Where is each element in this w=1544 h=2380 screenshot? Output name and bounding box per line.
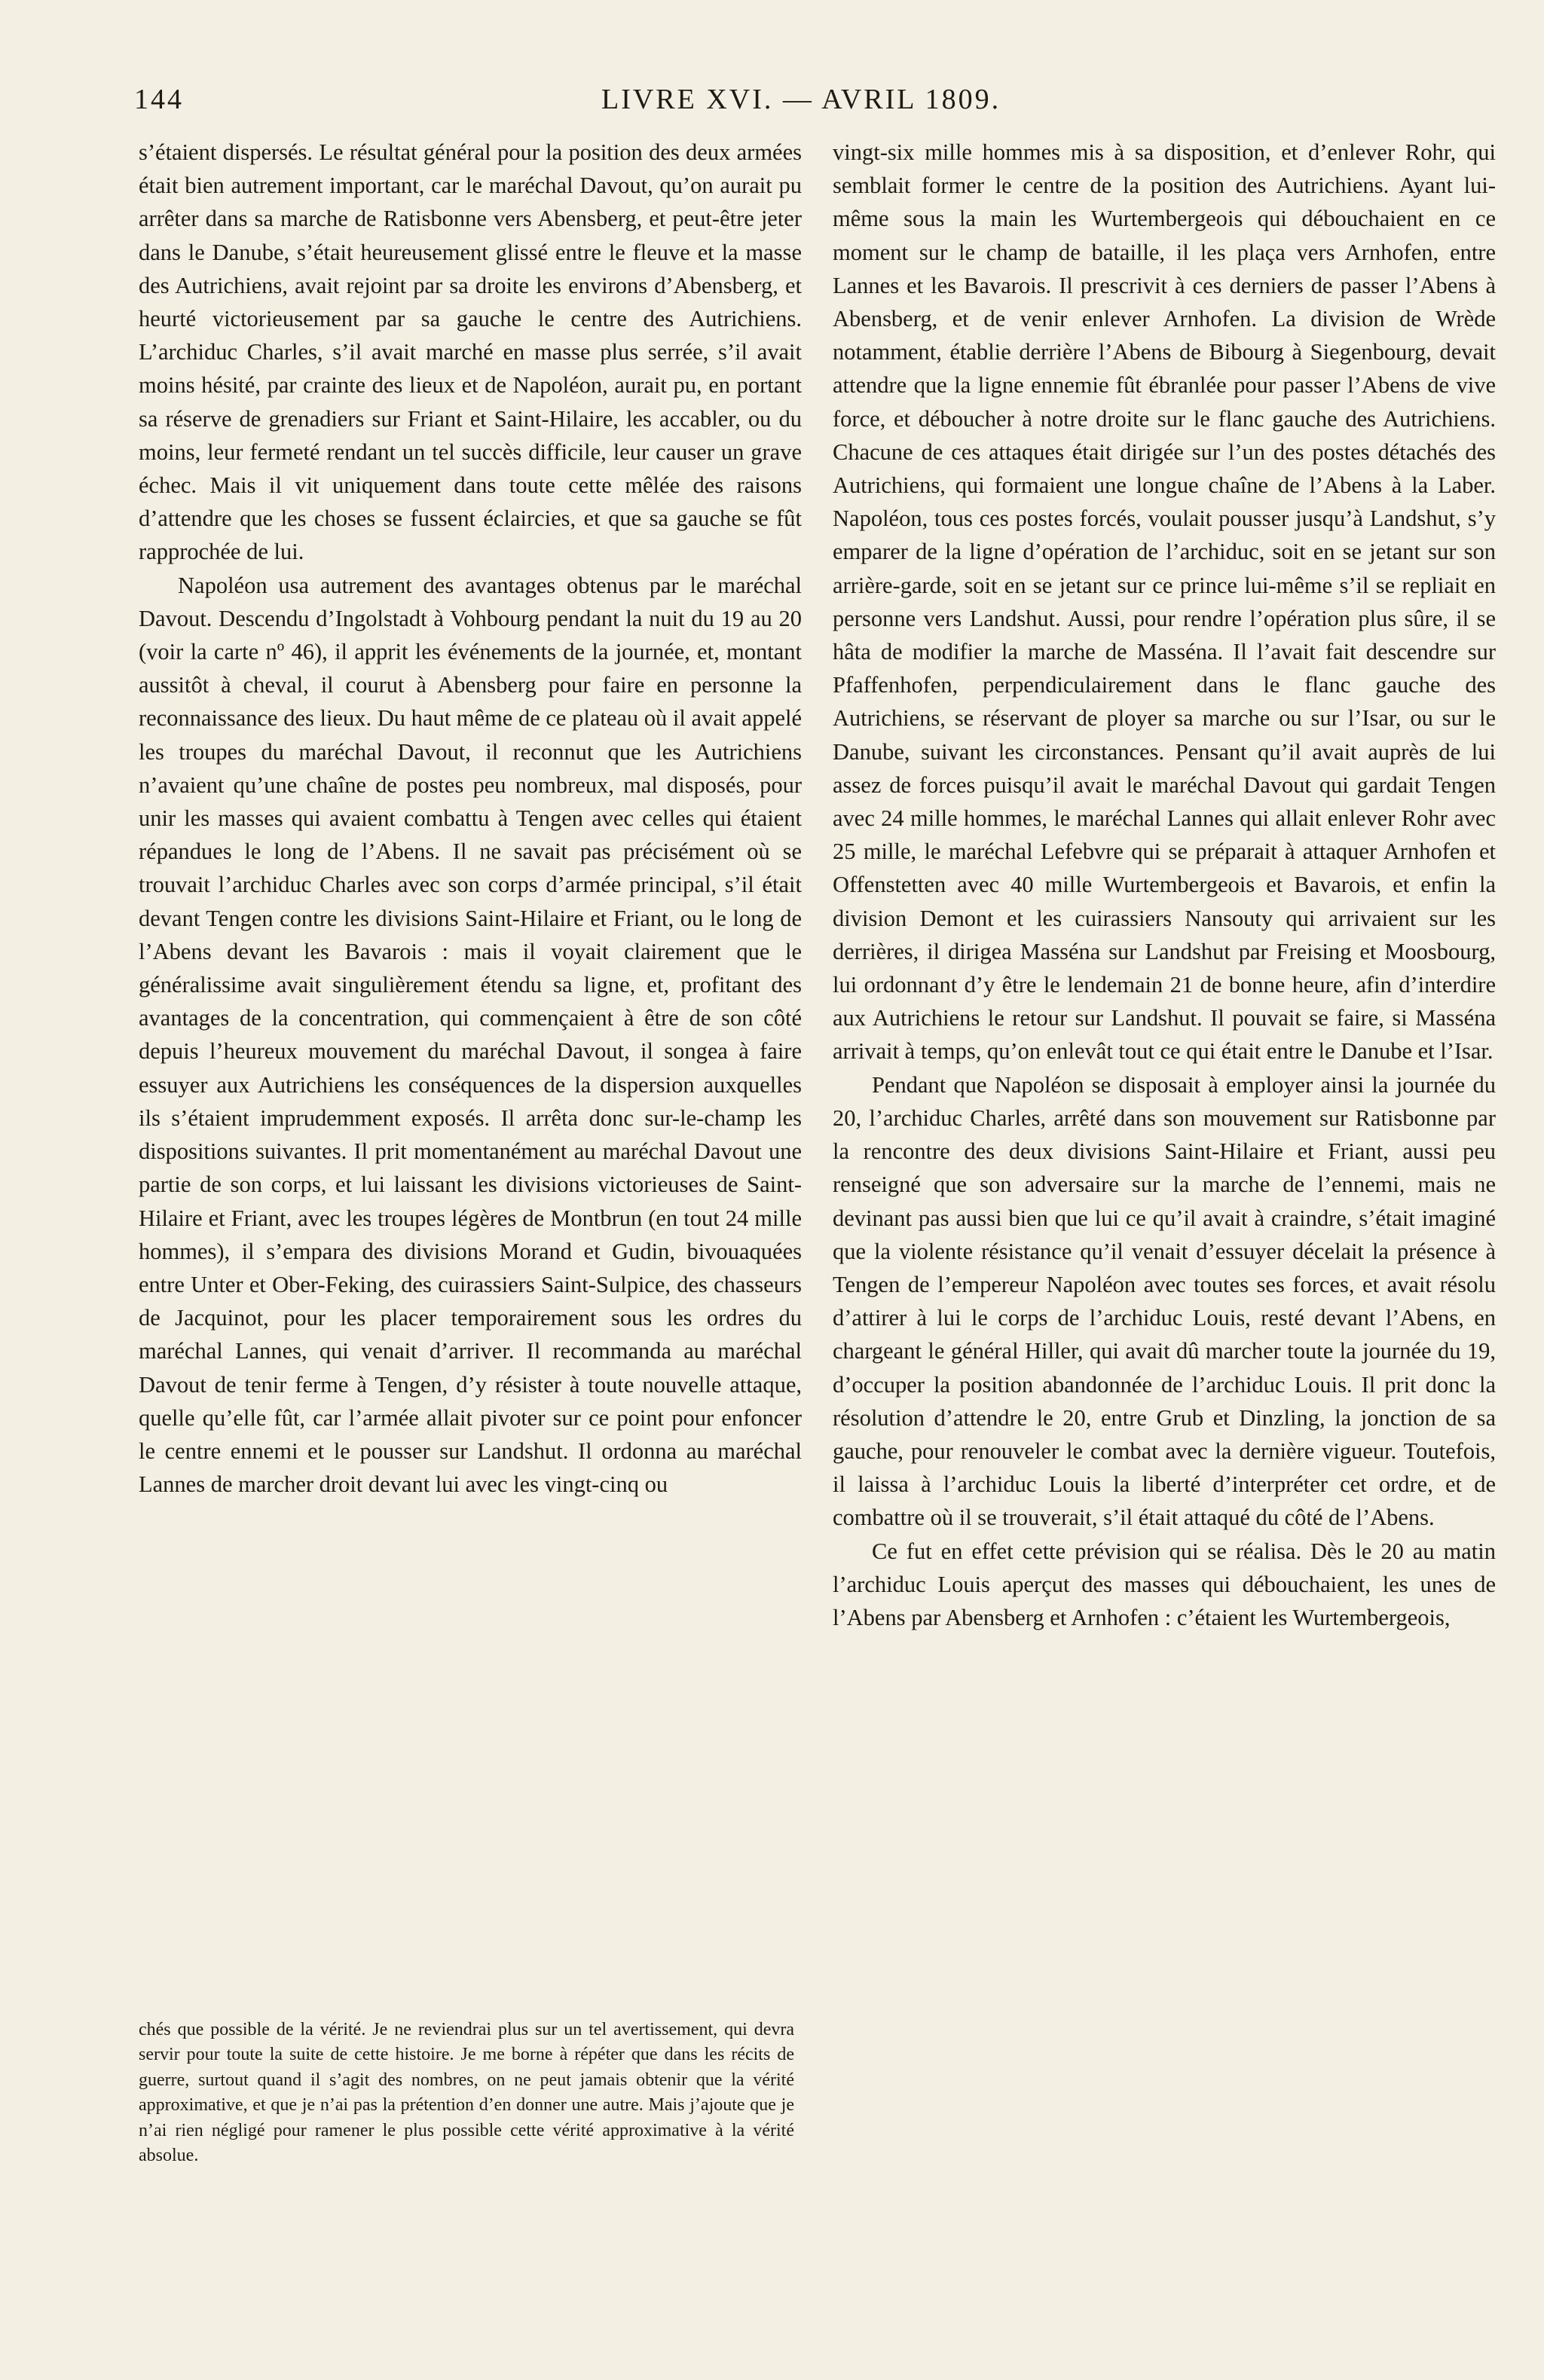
running-title: LIVRE XVI. — AVRIL 1809.	[601, 84, 1001, 115]
paragraph: s’étaient dispersés. Le résultat général pour la position des deux armées était bien autrement important, car le maréchal Davout, qu’on aurait pu arrêter dans sa marche de Ratisbonne vers Abensberg, et peut-être jeter dans le Danube, s’était heureusement glissé entre le fleuve et la masse des Autrichiens, avait rejoint par sa droite les environs d’Abensberg, et heurté victorieusement par sa gauche le centre des Autrichiens. L’archiduc Charles, s’il avait marché en masse plus serrée, s’il avait moins hésité, par crainte des lieux et de Napoléon, aurait pu, en portant sa réserve de grenadiers sur Friant et Saint-Hilaire, les accabler, ou du moins, leur fermeté rendant un tel succès difficile, leur causer un grave échec. Mais il vit uniquement dans toute cette mêlée des raisons d’attendre que les choses se fussent éclaircies, et que sa gauche se fût rapprochée de lui.	[139, 139, 802, 565]
page-header	[134, 83, 1400, 128]
page-number: 144	[134, 84, 184, 115]
right-column	[833, 136, 1496, 1634]
footnote-text: chés que possible de la vérité. Je ne reviendrai plus sur un tel avertissement, qui devra servir pour toute la suite de cette histoire. Je me borne à répéter que dans les récits de guerre, surtout quand il s’agit des nombres, on ne peut jamais obtenir que la vérité approximative, et que je n’ai pas la prétention d’en donner une autre. Mais j’ajoute que je n’ai rien négligé pour ramener le plus possible cette vérité approximative à la vérité absolue.	[139, 2020, 794, 2166]
paragraph: Pendant que Napoléon se disposait à employer ainsi la journée du 20, l’archiduc Charles, arrêté dans son mouvement sur Ratisbonne par la rencontre des deux divisions Saint-Hilaire et Friant, aussi peu renseigné que son adversaire sur la marche de l’ennemi, mais ne devinant pas aussi bien que lui ce qu’il avait à craindre, s’était imaginé que la violente résistance qu’il venait d’essuyer décelait la présence à Tengen de l’empereur Napoléon avec toutes ses forces, et avait résolu d’attirer à lui le corps de l’archiduc Louis, resté devant l’Abens, en chargeant le général Hiller, qui avait dû marcher toute la journée du 19, d’occuper la position abandonnée de l’archiduc Louis. Il prit donc la résolution d’attendre le 20, entre Grub et Dinzling, la jonction de sa gauche, pour renouveler le combat avec la dernière vigueur. Toutefois, il laissa à l’archiduc Louis la liberté d’interpréter cet ordre, et de combattre où il se trouverait, s’il était attaqué du côté de l’Abens.	[833, 1071, 1496, 1531]
left-column	[139, 136, 802, 1501]
paragraph: Napoléon usa autrement des avantages obtenus par le maréchal Davout. Descendu d’Ingolstadt à Vohbourg pendant la nuit du 19 au 20 (voir la carte nº 46), il apprit les événements de la journée, et, montant aussitôt à cheval, il courut à Abensberg pour faire en personne la reconnaissance des lieux. Du haut même de ce plateau où il avait appelé les troupes du maréchal Davout, il reconnut que les Autrichiens n’avaient qu’une chaîne de postes peu nombreux, mal disposés, pour unir les masses qui avaient combattu à Tengen avec celles qui étaient répandues le long de l’Abens. Il ne savait pas précisément où se trouvait l’archiduc Charles avec son corps d’armée principal, s’il était devant Tengen contre les divisions Saint-Hilaire et Friant, ou le long de l’Abens devant les Bavarois : mais il voyait clairement que le généralissime avait singulièrement étendu sa ligne, et, profitant des avantages de la concentration, qui commençaient à être de son côté depuis l’heureux mouvement du maréchal Davout, il songea à faire essuyer aux Autrichiens les conséquences de la dispersion auxquelles ils s’étaient imprudemment exposés. Il arrêta donc sur-le-champ les dispositions suivantes. Il prit momentanément au maréchal Davout une partie de son corps, et lui laissant les divisions victorieuses de Saint-Hilaire et Friant, avec les troupes légères de Montbrun (en tout 24 mille hommes), il s’empara des divisions Morand et Gudin, bivouaquées entre Unter et Ober-Feking, des cuirassiers Saint-Sulpice, des chasseurs de Jacquinot, pour les placer temporairement sous les ordres du maréchal Lannes, qui venait d’arriver. Il recommanda au maréchal Davout de tenir ferme à Tengen, d’y résister à toute nouvelle attaque, quelle qu’elle fût, car l’armée allait pivoter sur ce point pour enfoncer le centre ennemi et le pousser sur Landshut. Il ordonna au maréchal Lannes de marcher droit devant lui avec les vingt-cinq ou	[139, 572, 802, 1498]
paragraph: vingt-six mille hommes mis à sa disposition, et d’enlever Rohr, qui semblait former le centre de la position des Autrichiens. Ayant lui-même sous la main les Wurtembergeois qui débouchaient en ce moment sur le champ de bataille, il les plaça vers Arnhofen, entre Lannes et les Bavarois. Il prescrivit à ces derniers de passer l’Abens à Abensberg, et de venir enlever Arnhofen. La division de Wrède notamment, établie derrière l’Abens de Bibourg à Siegenbourg, devait attendre que la ligne ennemie fût ébranlée pour passer l’Abens de vive force, et déboucher à notre droite sur le flanc gauche des Autrichiens. Chacune de ces attaques était dirigée sur l’un des postes détachés des Autrichiens, qui formaient une longue chaîne de l’Abens à la Laber. Napoléon, tous ces postes forcés, voulait pousser jusqu’à Landshut, s’y emparer de la ligne d’opération de l’archiduc, soit en se jetant sur son arrière-garde, soit en se jetant sur ce prince lui-même s’il se repliait en personne vers Landshut. Aussi, pour rendre l’opération plus sûre, il se hâta de modifier la marche de Masséna. Il l’avait fait descendre sur Pfaffenhofen, perpendiculairement dans le flanc gauche des Autrichiens, se réservant de ployer sa marche ou sur l’Isar, ou sur le Danube, suivant les circonstances. Pensant qu’il avait auprès de lui assez de forces puisqu’il avait le maréchal Davout qui gardait Tengen avec 24 mille hommes, le maréchal Lannes qui allait enlever Rohr avec 25 mille, le maréchal Lefebvre qui se préparait à attaquer Arnhofen et Offenstetten avec 40 mille Wurtembergeois et Bavarois, et enfin la division Demont et les cuirassiers Nansouty qui arrivaient sur les derrières, il dirigea Masséna sur Landshut par Freising et Moosbourg, lui ordonnant d’y être le lendemain 21 de bonne heure, afin d’interdire aux Autrichiens le retour sur Landshut. Il pouvait se faire, si Masséna arrivait à temps, qu’on enlevât tout ce qui était entre le Danube et l’Isar.	[833, 139, 1496, 1065]
footnote	[139, 2018, 794, 2168]
paragraph: Ce fut en effet cette prévision qui se réalisa. Dès le 20 au matin l’archiduc Louis aperçut des masses qui débouchaient, les unes de l’Abens par Abensberg et Arnhofen : c’étaient les Wurtembergeois,	[833, 1538, 1496, 1630]
